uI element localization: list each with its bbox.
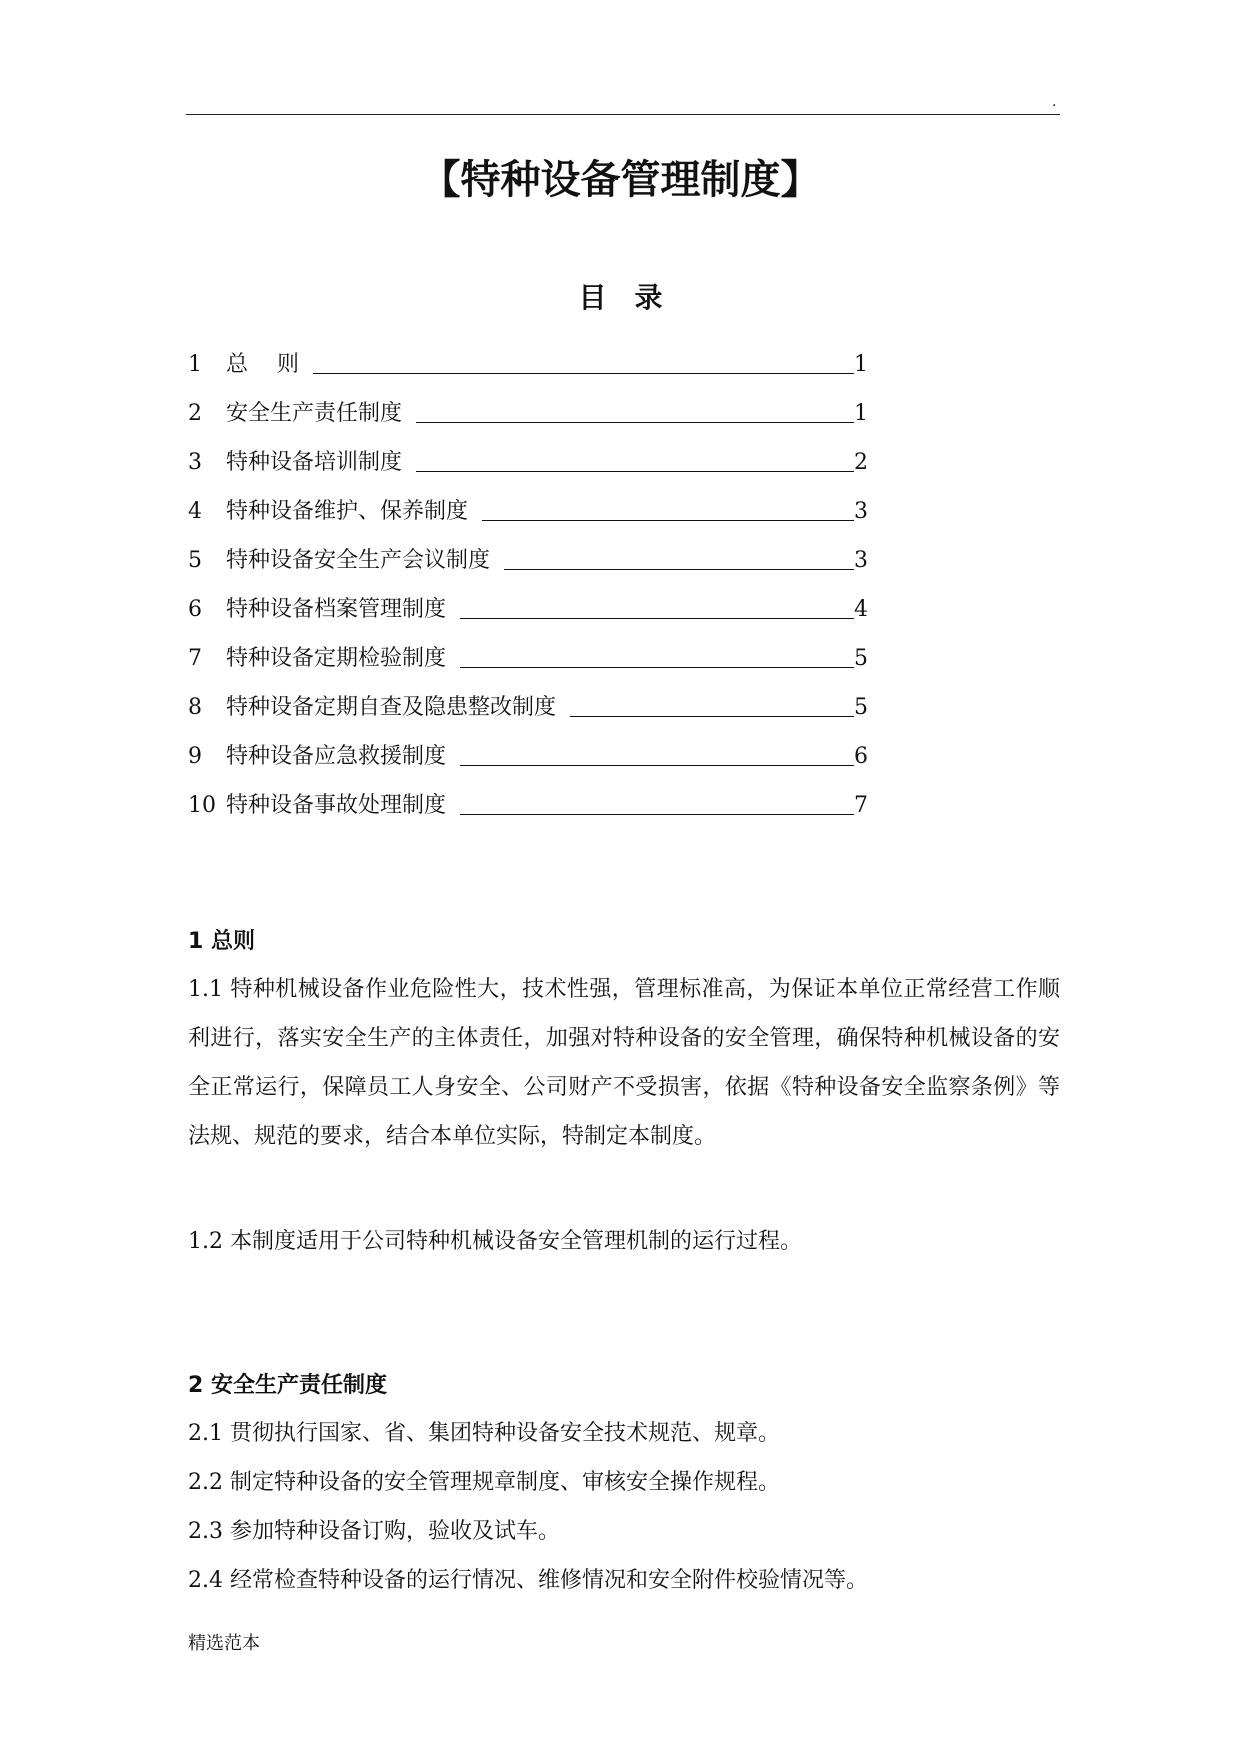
toc-entry-page: 2 — [854, 450, 868, 475]
toc-entry[interactable] — [188, 777, 868, 826]
toc-entry-label: 特种设备定期检验制度 — [226, 646, 447, 671]
toc-leader-line — [460, 765, 854, 766]
toc-entry-page: 7 — [854, 793, 868, 818]
paragraph-1-2: 1.2 本制度适用于公司特种机械设备安全管理机制的运行过程。 — [188, 1229, 802, 1254]
toc-entry[interactable] — [188, 679, 868, 728]
toc-entry-label: 特种设备培训制度 — [226, 450, 403, 475]
table-of-contents — [188, 336, 868, 826]
toc-entry-label: 特种设备维护、保养制度 — [226, 499, 469, 524]
document-title: 【特种设备管理制度】 — [420, 157, 821, 203]
toc-entry-label: 总 则 — [226, 352, 299, 377]
toc-entry-page: 3 — [854, 499, 868, 524]
toc-entry-page: 3 — [854, 548, 868, 573]
toc-entry-page: 5 — [854, 646, 868, 671]
toc-leader-line — [460, 618, 854, 619]
toc-entry-label: 特种设备档案管理制度 — [226, 597, 447, 622]
header-rule — [186, 114, 1060, 115]
toc-entry-number: 10 — [188, 793, 216, 818]
toc-entry-number: 1 — [188, 352, 202, 377]
toc-entry-number: 8 — [188, 695, 202, 720]
toc-entry-label: 特种设备安全生产会议制度 — [226, 548, 491, 573]
toc-entry-label: 安全生产责任制度 — [226, 401, 403, 426]
toc-entry-label: 特种设备事故处理制度 — [226, 793, 447, 818]
toc-leader-line — [460, 814, 854, 815]
toc-entry-label: 特种设备应急救援制度 — [226, 744, 447, 769]
toc-entry[interactable] — [188, 483, 868, 532]
toc-leader-line — [504, 569, 854, 570]
list-item: 2.4 经常检查特种设备的运行情况、维修情况和安全附件校验情况等。 — [188, 1568, 868, 1593]
toc-entry-number: 2 — [188, 401, 202, 426]
toc-entry-number: 9 — [188, 744, 202, 769]
toc-leader-line — [313, 373, 854, 374]
list-item: 2.1 贯彻执行国家、省、集团特种设备安全技术规范、规章。 — [188, 1421, 780, 1446]
toc-entry[interactable] — [188, 581, 868, 630]
toc-leader-line — [460, 667, 854, 668]
toc-entry-number: 6 — [188, 597, 202, 622]
toc-leader-line — [416, 471, 854, 472]
list-item: 2.2 制定特种设备的安全管理规章制度、审核安全操作规程。 — [188, 1470, 780, 1495]
list-item: 2.3 参加特种设备订购，验收及试车。 — [188, 1519, 560, 1544]
toc-title: 目录 — [578, 281, 691, 314]
toc-entry[interactable] — [188, 728, 868, 777]
footer-text: 精选范本 — [188, 1633, 260, 1654]
toc-leader-line — [570, 716, 854, 717]
toc-entry[interactable] — [188, 532, 868, 581]
toc-entry-page: 4 — [854, 597, 868, 622]
toc-entry-number: 5 — [188, 548, 202, 573]
section-heading-responsibility: 2 安全生产责任制度 — [188, 1373, 387, 1398]
toc-entry-page: 1 — [854, 401, 868, 426]
toc-entry-number: 4 — [188, 499, 202, 524]
toc-entry-number: 3 — [188, 450, 202, 475]
toc-entry-label: 特种设备定期自查及隐患整改制度 — [226, 695, 557, 720]
toc-entry[interactable] — [188, 385, 868, 434]
toc-entry[interactable] — [188, 336, 868, 385]
toc-entry-number: 7 — [188, 646, 202, 671]
toc-entry[interactable] — [188, 434, 868, 483]
section-heading-general: 1 总则 — [188, 929, 255, 954]
paragraph-1-1: 1.1 特种机械设备作业危险性大，技术性强，管理标准高，为保证本单位正常经营工作顺利进行，落实安全生产的主体责任，加强对特种设备的安全管理，确保特种机械设备的安全正常运行，保障员工人身安全、公司财产不受损害，依据《特种设备安全监察条例》等法规、规范的要求，结合本单位实际，特制定本制度。 — [188, 977, 1060, 1149]
toc-leader-line — [482, 520, 854, 521]
toc-entry-page: 1 — [854, 352, 868, 377]
header-marker: . — [1052, 94, 1057, 110]
toc-entry-page: 6 — [854, 744, 868, 769]
toc-entry-page: 5 — [854, 695, 868, 720]
toc-leader-line — [416, 422, 854, 423]
toc-entry[interactable] — [188, 630, 868, 679]
